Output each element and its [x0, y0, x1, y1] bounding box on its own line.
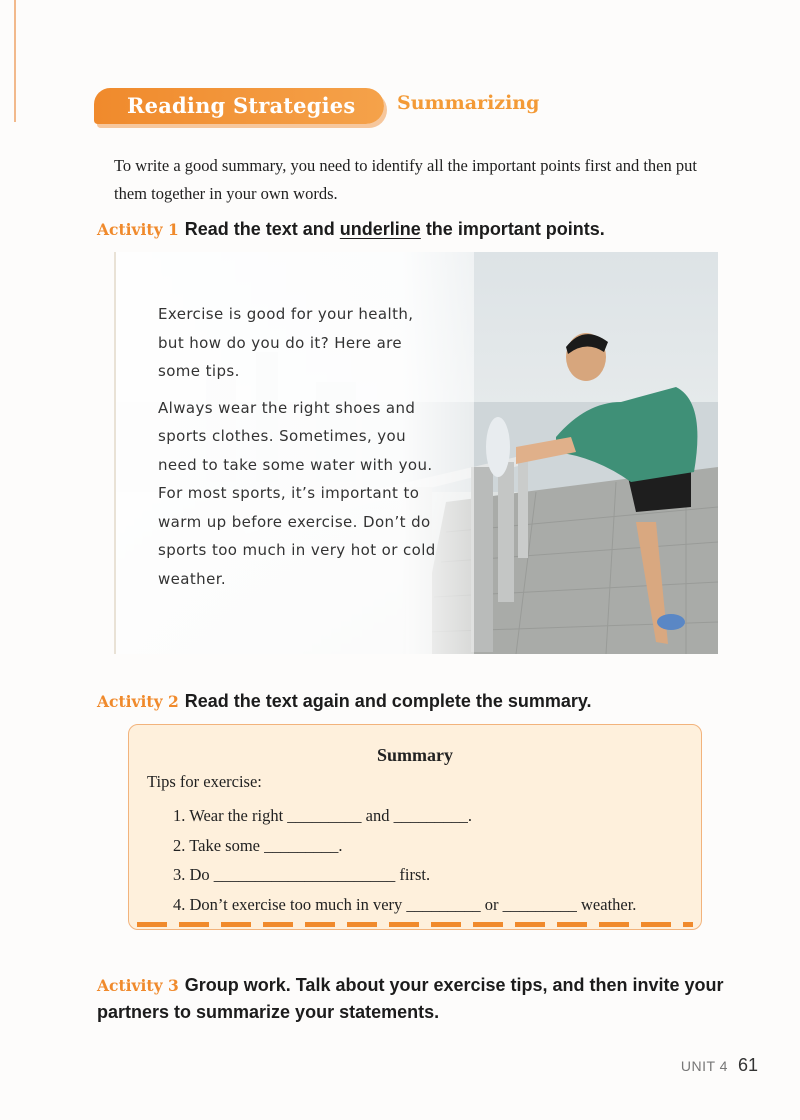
activity-1-instruction — [97, 216, 757, 243]
unit-label: UNIT 4 — [680, 1058, 728, 1074]
activity-1-underlined-word: underline — [339, 219, 421, 239]
activity-2-text: Read the text again and complete the summary. — [184, 691, 592, 711]
page-footer — [681, 1055, 758, 1076]
summary-item-1: 1. Wear the right _________ and _________. — [173, 806, 472, 825]
activity-1-text-before: Read the text and — [184, 219, 340, 239]
reading-paragraph-2: Always wear the right shoes and sports clothes. Sometimes, you need to take some water with you. For most sports, it’s important to warm up before exercise. Don’t do sports too much in very hot or cold weather. — [158, 398, 436, 588]
summary-list — [173, 801, 636, 919]
activity-1-text-after: the important points. — [420, 219, 605, 239]
summary-box — [128, 724, 702, 930]
reading-paragraph-1: Exercise is good for your health, but how do you do it? Here are some tips. — [158, 305, 414, 380]
activity-3-instruction — [97, 972, 757, 1026]
page-number: 61 — [737, 1055, 758, 1075]
summary-lead: Tips for exercise: — [147, 772, 262, 791]
intro-paragraph: To write a good summary, you need to identify all the important points first and then put them together in your own words. — [114, 156, 697, 203]
activity-1-label: Activity 1 — [97, 220, 179, 239]
summary-item-2: 2. Take some _________. — [173, 835, 343, 855]
reading-text — [158, 300, 440, 601]
activity-3-text: Group work. Talk about your exercise tips, and then invite your partners to summarize your statements. — [97, 975, 724, 1022]
strategy-subtitle: Summarizing — [397, 92, 540, 114]
summary-item-3: 3. Do ______________________ first. — [173, 865, 431, 884]
activity-3-label: Activity 3 — [97, 976, 179, 995]
margin-line — [14, 0, 16, 122]
summary-title: Summary — [377, 745, 453, 765]
reading-photo-panel — [114, 252, 718, 654]
activity-2-label: Activity 2 — [97, 692, 179, 711]
summary-item-4: 4. Don’t exercise too much in very _________ or _________ weather. — [173, 894, 637, 914]
reading-strategies-tab: Reading Strategies — [94, 88, 384, 124]
activity-2-instruction — [97, 688, 757, 715]
summary-dashed-border — [137, 922, 693, 927]
